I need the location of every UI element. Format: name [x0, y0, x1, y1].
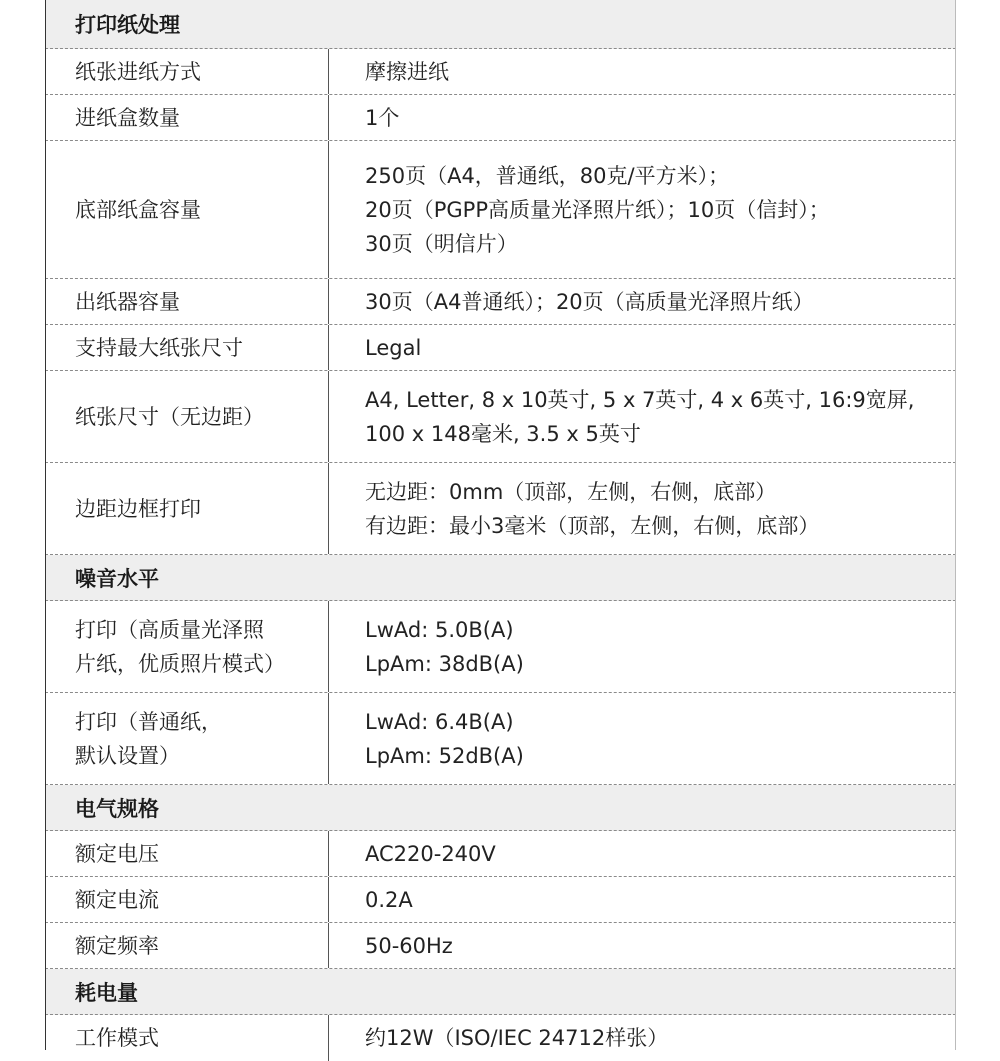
spec-value-line: 50-60Hz	[365, 933, 453, 958]
spec-row-margin-printing	[45, 463, 956, 555]
spec-value-line: 1个	[365, 105, 400, 130]
spec-value	[329, 1015, 956, 1061]
table-right-border	[955, 0, 956, 1050]
spec-table	[45, 0, 956, 1061]
spec-value	[329, 279, 956, 324]
spec-value-line: 250页（A4，普通纸，80克/平方米）；	[365, 163, 730, 188]
spec-label-line: 额定频率	[75, 933, 159, 958]
spec-value-line: 无边距：0mm（顶部，左侧，右侧，底部）	[365, 479, 777, 504]
spec-value	[329, 49, 956, 94]
spec-value	[329, 831, 956, 876]
spec-value-line: AC220-240V	[365, 841, 496, 866]
spec-row-noise-photo	[45, 601, 956, 693]
spec-value	[329, 141, 956, 278]
section-header-noise-level	[45, 555, 956, 601]
spec-row-tray-count	[45, 95, 956, 141]
spec-row-paper-feed-method	[45, 49, 956, 95]
spec-label	[45, 279, 329, 324]
spec-label	[45, 693, 329, 784]
section-header-power-consumption	[45, 969, 956, 1015]
spec-row-rated-frequency	[45, 923, 956, 969]
spec-value-line: LwAd: 6.4B(A)	[365, 709, 514, 734]
spec-label-line: 额定电流	[75, 887, 159, 912]
spec-row-noise-plain	[45, 693, 956, 785]
spec-row-max-paper-size	[45, 325, 956, 371]
spec-label-line: 片纸，优质照片模式）	[75, 651, 285, 676]
spec-label-line: 边距边框打印	[75, 496, 201, 521]
spec-row-borderless-sizes	[45, 371, 956, 463]
spec-value-line: Legal	[365, 335, 422, 360]
section-title: 电气规格	[75, 796, 159, 821]
spec-label	[45, 877, 329, 922]
spec-value-line: 30页（A4普通纸）；20页（高质量光泽照片纸）	[365, 289, 814, 314]
spec-label	[45, 371, 329, 462]
spec-label	[45, 831, 329, 876]
spec-label-line: 进纸盒数量	[75, 105, 180, 130]
spec-value-line: A4, Letter, 8 x 10英寸, 5 x 7英寸, 4 x 6英寸, 16:9宽屏,	[365, 387, 915, 412]
spec-row-rated-voltage	[45, 831, 956, 877]
spec-label	[45, 49, 329, 94]
spec-value-line: LwAd: 5.0B(A)	[365, 617, 514, 642]
spec-label-line: 额定电压	[75, 841, 159, 866]
spec-value-line: LpAm: 38dB(A)	[365, 651, 524, 676]
spec-label-line: 打印（普通纸，	[75, 709, 222, 734]
spec-label-line: 打印（高质量光泽照	[75, 617, 264, 642]
spec-value	[329, 325, 956, 370]
spec-value	[329, 601, 956, 692]
spec-value-line: 30页（明信片）	[365, 231, 518, 256]
spec-label	[45, 1015, 329, 1061]
spec-value-line: 摩擦进纸	[365, 59, 449, 84]
spec-label	[45, 601, 329, 692]
spec-label	[45, 923, 329, 968]
spec-value-line: LpAm: 52dB(A)	[365, 743, 524, 768]
section-title: 噪音水平	[75, 566, 159, 591]
spec-label-line: 出纸器容量	[75, 289, 180, 314]
spec-label-line: 纸张进纸方式	[75, 59, 201, 84]
spec-label	[45, 141, 329, 278]
spec-value	[329, 923, 956, 968]
spec-label-line: 支持最大纸张尺寸	[75, 335, 243, 360]
section-header-paper-handling	[45, 0, 956, 49]
spec-value	[329, 693, 956, 784]
spec-row-rated-current	[45, 877, 956, 923]
spec-value-line: 约12W（ISO/IEC 24712样张）	[365, 1026, 669, 1050]
section-title: 打印纸处理	[75, 13, 180, 37]
spec-value-line: 0.2A	[365, 887, 413, 912]
spec-label-line: 纸张尺寸（无边距）	[75, 404, 264, 429]
spec-value	[329, 95, 956, 140]
spec-row-output-capacity	[45, 279, 956, 325]
spec-value-line: 100 x 148毫米, 3.5 x 5英寸	[365, 421, 641, 446]
spec-label-line: 默认设置）	[75, 743, 180, 768]
spec-label	[45, 463, 329, 554]
spec-value	[329, 463, 956, 554]
spec-value-line: 有边距：最小3毫米（顶部，左侧，右侧，底部）	[365, 513, 820, 538]
spec-value	[329, 371, 956, 462]
spec-label-line: 底部纸盒容量	[75, 197, 201, 222]
spec-value	[329, 877, 956, 922]
section-header-electrical	[45, 785, 956, 831]
table-left-border	[45, 0, 46, 1050]
spec-label-line: 工作模式	[75, 1026, 159, 1050]
spec-value-line: 20页（PGPP高质量光泽照片纸）；10页（信封）；	[365, 197, 830, 222]
spec-label	[45, 95, 329, 140]
spec-row-operating-mode	[45, 1015, 956, 1061]
spec-row-bottom-tray-capacity	[45, 141, 956, 279]
spec-label	[45, 325, 329, 370]
section-title: 耗电量	[75, 980, 138, 1005]
